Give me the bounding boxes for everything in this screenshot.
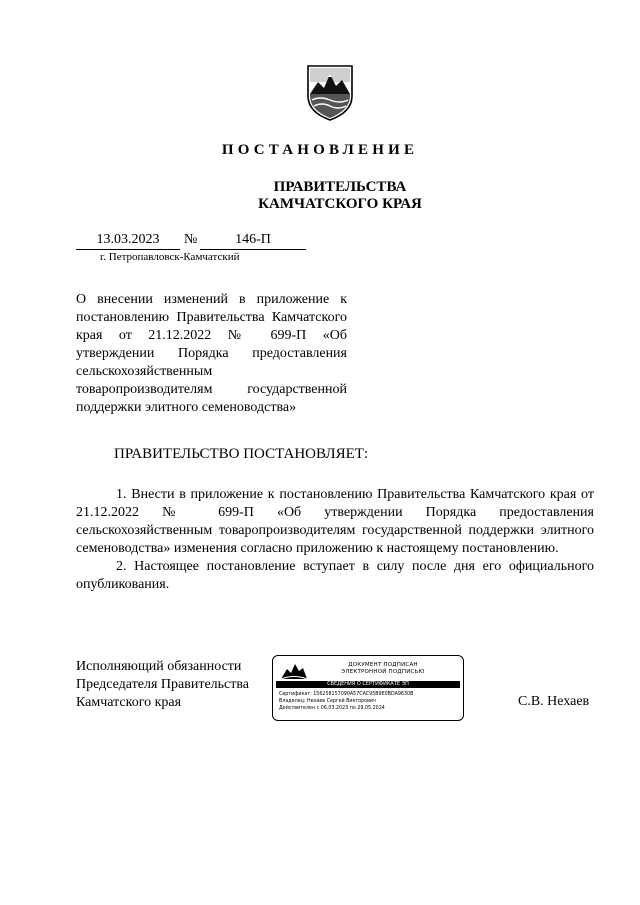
document-body [76, 486, 594, 594]
decree-heading: ПРАВИТЕЛЬСТВО ПОСТАНОВЛЯЕТ: [114, 446, 369, 462]
date-underline [76, 249, 180, 250]
document-number: 146-П [235, 232, 271, 247]
document-subject: О внесении изменений в приложение к постановлению Правительства Камчатского края от 21.12.2022 № 699-П «Об утверждении Порядка предоставления сельскохозяйственным товаропроизводителям государственной поддержки элитного семеноводства» [76, 292, 347, 415]
signatory-position [76, 658, 276, 712]
stamp-owner: Владелец: Нехаев Сергей Викторович [279, 699, 376, 704]
signatory-line-1: Исполняющий обязанности [76, 659, 242, 674]
number-sign: № [184, 232, 198, 247]
stamp-title-line-1: ДОКУМЕНТ ПОДПИСАН [348, 662, 418, 668]
stamp-emblem-icon [279, 661, 309, 681]
stamp-details [279, 691, 413, 712]
document-meta [76, 232, 316, 272]
document-type-title: ПОСТАНОВЛЕНИЕ [221, 142, 419, 158]
government-title-line1: ПРАВИТЕЛЬСТВА [273, 179, 407, 195]
government-title-line2: КАМЧАТСКОГО КРАЯ [258, 196, 422, 212]
signatory-line-3: Камчатского края [76, 695, 182, 710]
signatory-line-2: Председателя Правительства [76, 677, 250, 692]
stamp-cert-bar: СВЕДЕНИЯ О СЕРТИФИКАТЕ ЭП [276, 681, 460, 688]
document-date: 13.03.2023 [96, 232, 160, 247]
stamp-title [313, 662, 453, 676]
stamp-cert: Сертификат: 156258157090A57CAC95B9E0BDA9630B [279, 692, 414, 697]
stamp-title-line-2: ЭЛЕКТРОННОЙ ПОДПИСЬЮ [341, 669, 425, 675]
body-paragraph-1: 1. Внести в приложение к постановлению Правительства Камчатского края от 21.12.2022 № 699-П «Об утверждении Порядка предоставления сельскохозяйственным товаропроизводителям государственной поддержки элитного семеноводства» изменения согласно приложению к настоящему постановлению. [76, 487, 594, 556]
signatory-name: С.В. Нехаев [518, 694, 590, 709]
stamp-valid: Действителен с 06.03.2023 по 29.05.2024 [279, 706, 385, 711]
number-underline [200, 249, 306, 250]
body-paragraph-2: 2. Настоящее постановление вступает в силу после дня его официального опубликования. [76, 559, 594, 592]
kamchatka-emblem-icon [298, 62, 362, 122]
city-name: г. Петропавловск-Камчатский [100, 251, 240, 263]
electronic-signature-stamp [272, 655, 464, 721]
